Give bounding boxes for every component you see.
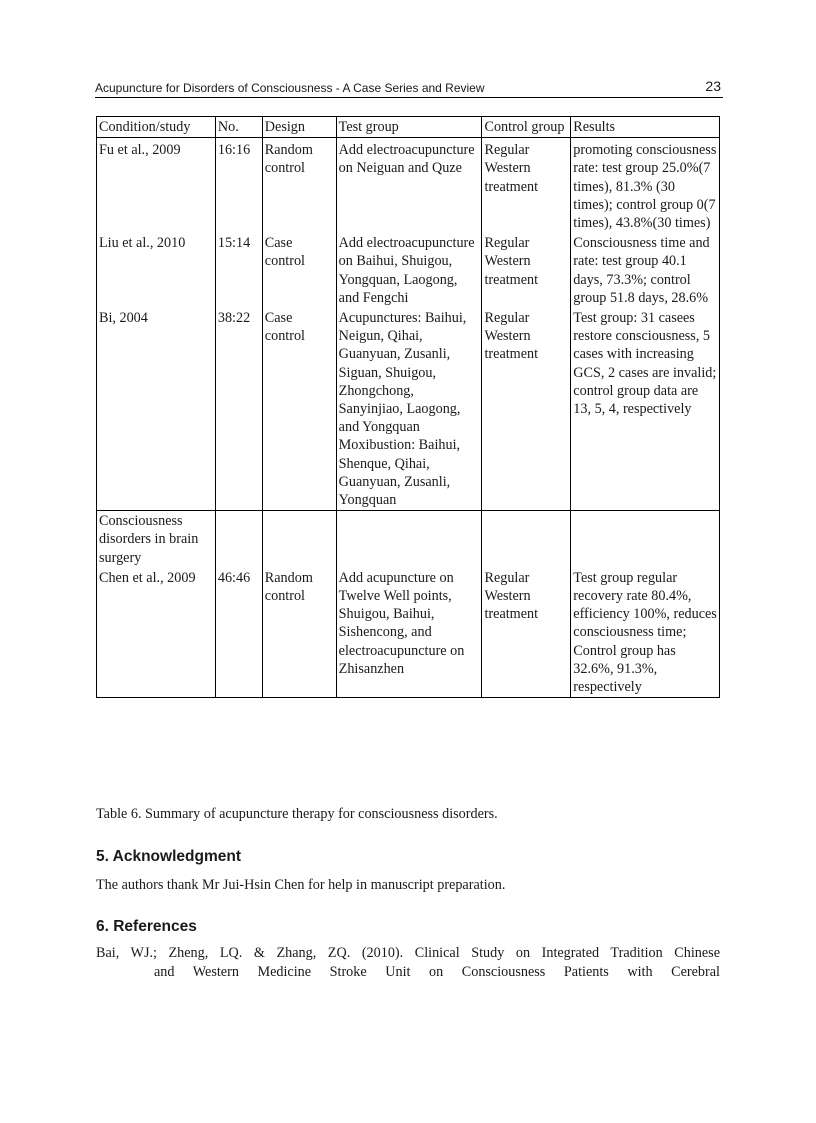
references-heading: 6. References xyxy=(96,918,197,935)
header-condition-study: Condition/study xyxy=(97,117,216,138)
cell-control-group: Regular Western treatment xyxy=(482,138,571,234)
cell-test-group: Add electroacupuncture on Baihui, Shuigou, Yongquan, Laogong, and Fengchi xyxy=(336,233,482,308)
empty-cell xyxy=(482,511,571,568)
running-head xyxy=(95,78,723,98)
cell-test-group: Add acupuncture on Twelve Well points, Shuigou, Baihui, Sishencong, and electroacupuncture on Zhisanzhen xyxy=(336,568,482,698)
table-row xyxy=(97,138,720,234)
cell-results: Consciousness time and rate: test group 40.1 days, 73.3%; control group 51.8 days, 28.6% xyxy=(571,233,720,308)
cell-test-group: Add electroacupuncture on Neiguan and Quze xyxy=(336,138,482,234)
cell-study: Chen et al., 2009 xyxy=(97,568,216,698)
empty-cell xyxy=(262,511,336,568)
page-number: 23 xyxy=(705,78,721,94)
table-row xyxy=(97,568,720,698)
cell-no: 38:22 xyxy=(215,308,262,511)
reference-entry xyxy=(96,944,720,982)
empty-cell xyxy=(215,511,262,568)
header-control-group: Control group xyxy=(482,117,571,138)
table-row xyxy=(97,233,720,308)
cell-design: Case control xyxy=(262,233,336,308)
cell-control-group: Regular Western treatment xyxy=(482,568,571,698)
cell-design: Case control xyxy=(262,308,336,511)
table-caption: Table 6. Summary of acupuncture therapy for consciousness disorders. xyxy=(96,806,498,822)
reference-line-1: Bai, WJ.; Zheng, LQ. & Zhang, ZQ. (2010). Clinical Study on Integrated Tradition Chinese xyxy=(96,945,720,961)
empty-cell xyxy=(336,511,482,568)
cell-design: Random control xyxy=(262,568,336,698)
running-head-title: Acupuncture for Disorders of Consciousness - A Case Series and Review xyxy=(95,81,485,95)
table-header-row xyxy=(97,117,720,138)
cell-study: Bi, 2004 xyxy=(97,308,216,511)
table-row xyxy=(97,308,720,511)
header-test-group: Test group xyxy=(336,117,482,138)
header-no: No. xyxy=(215,117,262,138)
cell-results: promoting consciousness rate: test group 25.0%(7 times), 81.3% (30 times); control group 0(7 times), 43.8%(30 times) xyxy=(571,138,720,234)
cell-study: Liu et al., 2010 xyxy=(97,233,216,308)
cell-control-group: Regular Western treatment xyxy=(482,308,571,511)
cell-results: Test group: 31 casees restore consciousness, 5 cases with increasing GCS, 2 cases are invalid; control group data are 13, 5, 4, respectively xyxy=(571,308,720,511)
table-section-row xyxy=(97,511,720,568)
reference-line-2: and Western Medicine Stroke Unit on Consciousness Patients with Cerebral xyxy=(154,964,720,980)
cell-control-group: Regular Western treatment xyxy=(482,233,571,308)
cell-results: Test group regular recovery rate 80.4%, efficiency 100%, reduces consciousness time; Control group has 32.6%, 91.3%, respectively xyxy=(571,568,720,698)
cell-no: 46:46 xyxy=(215,568,262,698)
section-label: Consciousness disorders in brain surgery xyxy=(97,511,216,568)
empty-cell xyxy=(571,511,720,568)
summary-table xyxy=(96,116,720,698)
cell-study: Fu et al., 2009 xyxy=(97,138,216,234)
acknowledgment-text: The authors thank Mr Jui-Hsin Chen for help in manuscript preparation. xyxy=(96,877,506,893)
header-results: Results xyxy=(571,117,720,138)
cell-no: 15:14 xyxy=(215,233,262,308)
cell-test-group: Acupunctures: Baihui, Neigun, Qihai, Guanyuan, Zusanli, Siguan, Shuigou, Zhongchong, Sanyinjiao, Laogong, and Yongquan Moxibustion: Baihui, Shenque, Qihai, Guanyuan, Zusanli, Yongquan xyxy=(336,308,482,511)
acknowledgment-heading: 5. Acknowledgment xyxy=(96,848,241,865)
cell-design: Random control xyxy=(262,138,336,234)
cell-no: 16:16 xyxy=(215,138,262,234)
header-design: Design xyxy=(262,117,336,138)
